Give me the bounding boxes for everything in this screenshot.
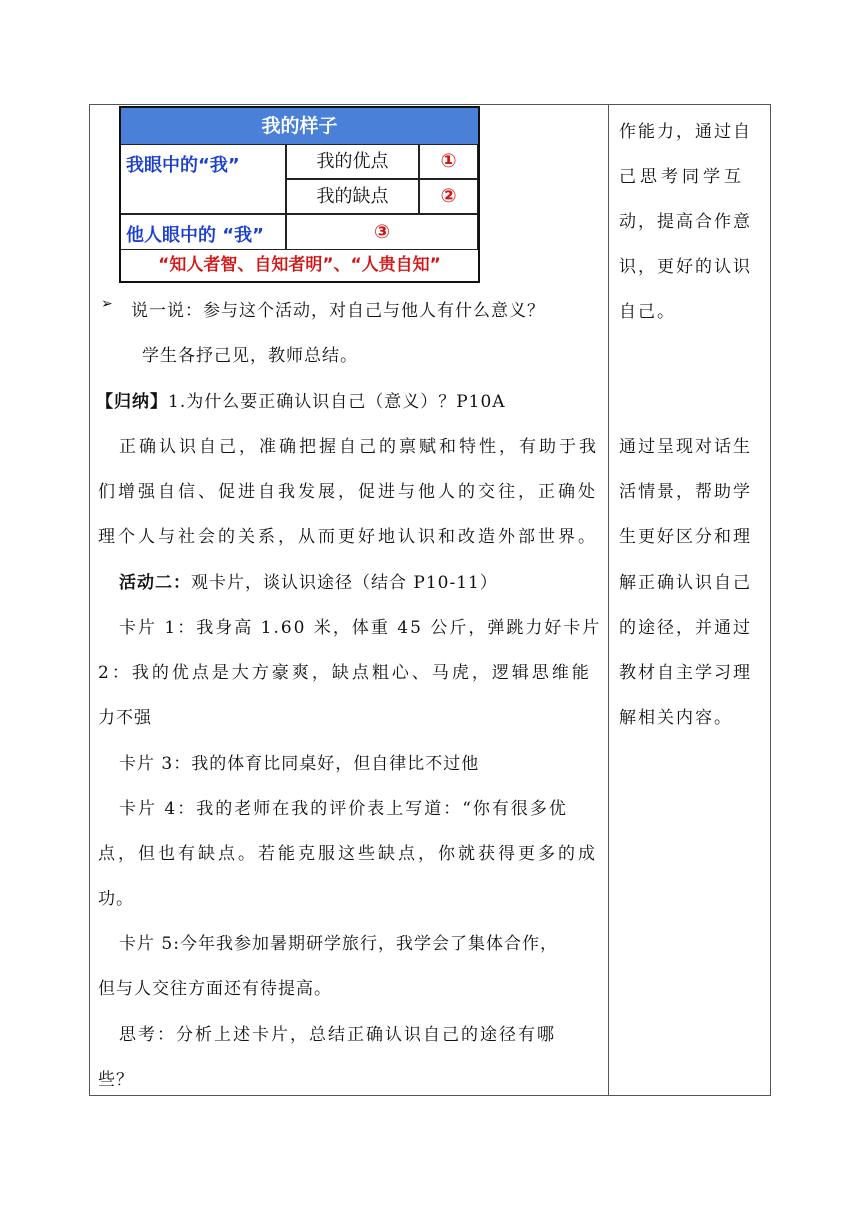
think-line-1: 思考：分析上述卡片，总结正确认识自己的途径有哪	[119, 1025, 556, 1045]
side-b-line-1: 通过呈现对话生	[619, 437, 752, 457]
side-b-line-2: 活情景，帮助学	[619, 482, 752, 502]
self-view-cell	[121, 144, 286, 214]
card4-line-3: 功。	[98, 889, 134, 909]
side-b-line-5: 的途径，并通过	[619, 618, 752, 638]
others-view-label: 他人眼中的 “我”	[126, 225, 264, 246]
card1-line-1: 卡片 1：我身高 1.60 米，体重 45 公斤，弹跳力好卡片	[119, 618, 602, 638]
card-title: 我的样子	[121, 108, 478, 144]
card1-line-2: 2：我的优点是大方豪爽，缺点粗心、马虎，逻辑思维能	[98, 663, 592, 683]
activity-heading	[119, 568, 498, 593]
mark-1: ①	[419, 144, 478, 179]
activity-desc: 观卡片，谈认识途径（结合 P10-11）	[191, 573, 498, 593]
summary-line-3: 理个人与社会的关系，从而更好地认识和改造外部世界。	[98, 527, 598, 547]
card3-line: 卡片 3：我的体育比同桌好，但自律比不过他	[119, 754, 480, 774]
side-b-line-6: 教材自主学习理	[619, 663, 752, 683]
side-b-line-7: 解相关内容。	[619, 708, 733, 728]
activity-title: 活动二：	[119, 573, 191, 593]
card4-line-1: 卡片 4：我的老师在我的评价表上写道：“你有很多优	[119, 799, 568, 819]
mark-2: ②	[419, 179, 478, 214]
side-a-line-2: 己思考同学互	[619, 167, 745, 187]
think-line-2: 些？	[98, 1070, 134, 1090]
weaknesses-cell: 我的缺点	[286, 179, 419, 214]
side-a-line-4: 识，更好的认识	[619, 257, 752, 277]
summary-question: 1.为什么要正确认识自己（意义）？P10A	[168, 392, 506, 412]
mark-3: ③	[286, 214, 478, 250]
discuss-answer: 学生各抒己见，教师总结。	[142, 346, 358, 366]
discuss-prompt: 说一说：参与这个活动，对自己与他人有什么意义？	[131, 301, 545, 321]
card4-line-2: 点，但也有缺点。若能克服这些缺点，你就获得更多的成	[98, 844, 598, 864]
summary-heading	[96, 387, 506, 412]
arrow-bullet-icon: ➢	[101, 296, 113, 312]
proverb: “知人者智、自知者明”、“人贵自知”	[158, 255, 441, 275]
column-divider	[608, 104, 609, 1096]
card5-line-1: 卡片 5:今年我参加暑期研学旅行，我学会了集体合作，	[119, 934, 558, 954]
side-b-line-3: 生更好区分和理	[619, 527, 752, 547]
summary-line-2: 们增强自信、促进自我发展，促进与他人的交往，正确处	[98, 482, 598, 502]
others-view-cell	[121, 214, 286, 250]
my-image-card	[119, 106, 480, 283]
side-b-line-4: 解正确认识自己	[619, 573, 752, 593]
summary-line-1: 正确认识自己，准确把握自己的禀赋和特性，有助于我	[119, 437, 599, 457]
self-view-label: 我眼中的“我”	[126, 155, 240, 176]
side-a-line-5: 自己。	[619, 302, 676, 322]
side-a-line-3: 动，提高合作意	[619, 212, 752, 232]
strengths-cell: 我的优点	[286, 144, 419, 179]
card5-line-2: 但与人交往方面还有待提高。	[98, 979, 332, 999]
card1-line-3: 力不强	[98, 708, 152, 728]
side-a-line-1: 作能力，通过自	[619, 122, 752, 142]
summary-tag: 【归纳】	[96, 392, 168, 412]
